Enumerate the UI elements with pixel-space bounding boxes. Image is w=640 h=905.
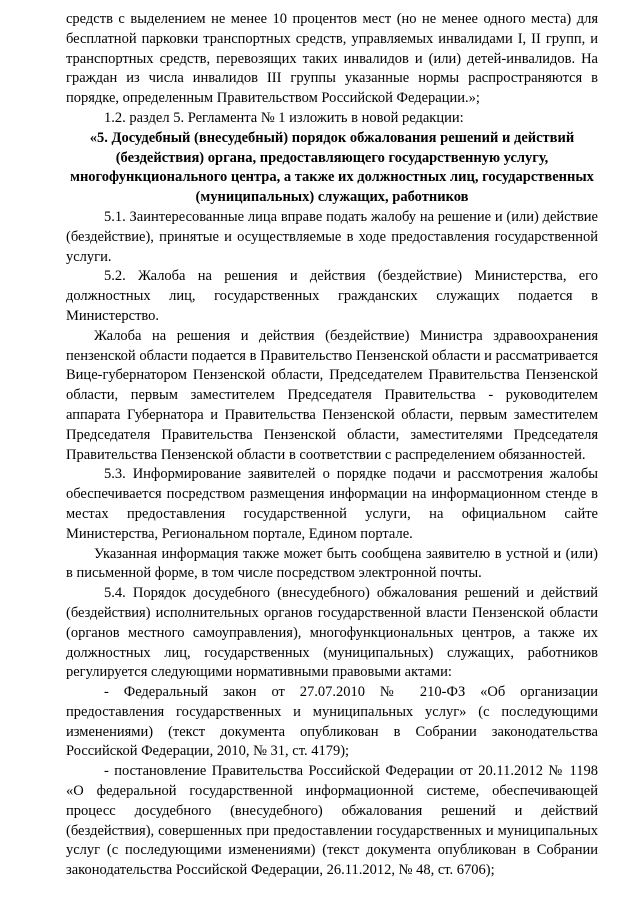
- paragraph-5-1: 5.1. Заинтересованные лица вправе подать жалобу на решение и (или) действие (бездействие), принятые и осуществляемые в ходе предоставления государственной услуги.: [66, 208, 598, 265]
- paragraph-5-3: 5.3. Информирование заявителей о порядке подачи и рассмотрения жалобы обеспечивается посредством размещения информации на информационном стенде в местах предоставления государственной услуги, на официальном сайте Министерства, Региональном портале, Едином портале.: [66, 466, 598, 542]
- paragraph-info-delivery: Указанная информация также может быть сообщена заявителю в устной и (или) в письменной форме, в том числе посредством электронной почты.: [66, 545, 598, 582]
- document-page: [66, 10, 598, 881]
- list-item-federal-law: - Федеральный закон от 27.07.2010 № 210-ФЗ «Об организации предоставления государственных и муниципальных услуг» (с последующими изменениями) (текст документа опубликован в Собрании законодательства Российской Федерации, 2010, № 31, ст. 4179);: [66, 684, 598, 760]
- section-heading: «5. Досудебный (внесудебный) порядок обжалования решений и действий (бездействия) органа, предоставляющего государственную услугу, многофункционального центра, а также их должностных лиц, государственных (муниципальных) служащих, работников: [70, 129, 594, 206]
- paragraph-5-4: 5.4. Порядок досудебного (внесудебного) обжалования решений и действий (бездействия) исполнительных органов государственной власти Пензенской области (органов местного самоуправления), многофункциональных центров, а также их должностных лиц, государственных (муниципальных) служащих, работников регулируется следующими нормативными правовыми актами:: [66, 585, 598, 681]
- paragraph-minister-complaint: Жалоба на решения и действия (бездействие) Министра здравоохранения пензенской области подается в Правительство Пензенской области и рассматривается Вице-губернатором Пензенской области, Председателем Правительства Пензенской области, первым заместителем Председателя Правительства - руководителем аппарата Губернатора и Правительства Пензенской области, первым заместителем Председателя Правительства Пензенской области, заместителями Председателя Правительства Пензенской области в соответствии с распределением обязанностей.: [66, 327, 598, 463]
- paragraph-parking-norms: средств с выделением не менее 10 процентов мест (но не менее одного места) для бесплатной парковки транспортных средств, управляемых инвалидами I, II групп, и транспортных средств, перевозящих таких инвалидов и (или) детей-инвалидов. На граждан из числа инвалидов III группы указанные нормы распространяются в порядке, определенным Правительством Российской Федерации.»;: [66, 11, 598, 107]
- paragraph-section-replace: 1.2. раздел 5. Регламента № 1 изложить в новой редакции:: [104, 109, 464, 126]
- list-item-government-decree: - постановление Правительства Российской Федерации от 20.11.2012 № 1198 «О федеральной государственной информационной системе, обеспечивающей процесс досудебного (внесудебного) обжалования решений и действий (бездействия), совершенных при предоставлении государственных и муниципальных услуг (с последующими изменениями) (текст документа опубликован в Собрании законодательства Российской Федерации, 26.11.2012, № 48, ст. 6706);: [66, 763, 598, 879]
- paragraph-5-2: 5.2. Жалоба на решения и действия (бездействие) Министерства, его должностных лиц, государственных гражданских служащих подается в Министерство.: [66, 268, 598, 324]
